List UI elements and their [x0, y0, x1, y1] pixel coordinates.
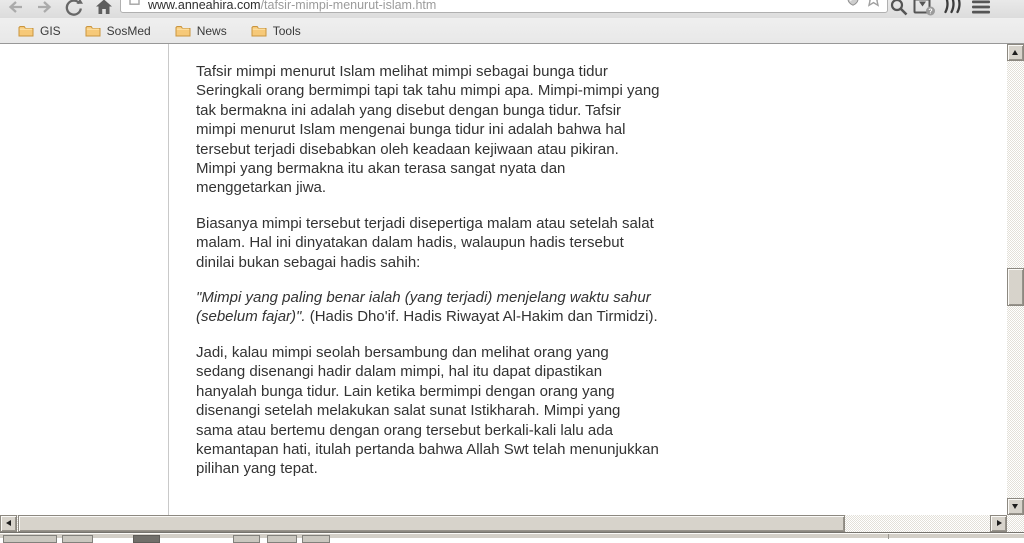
folder-icon — [175, 24, 191, 37]
hadith-source: (Hadis Dho'if. Hadis Riwayat Al-Hakim dan Tirmidzi). — [305, 308, 658, 326]
left-arrow-icon — [6, 520, 11, 526]
quotes-icon[interactable] — [942, 0, 962, 17]
page-icon — [129, 0, 140, 10]
up-arrow-icon — [1012, 50, 1018, 55]
vertical-scrollbar[interactable] — [1007, 44, 1024, 515]
horizontal-scrollbar[interactable] — [0, 515, 1007, 532]
folder-icon — [85, 24, 101, 37]
bookmark-label: SosMed — [106, 23, 151, 38]
horizontal-scroll-thumb[interactable] — [18, 515, 845, 532]
paragraph-4: Jadi, kalau mimpi seolah bersambung dan melihat orang yang sedang disenangi hadir dalam mimpi, hal itu dapat dipastikan hanyalah bunga tidur. Lain ketika bermimpi dengan orang yang disenangi setelah melakukan salat sunat Istikharah. Mimpi yang sama atau bertemu dengan orang tersebut berkali-kali lalu ada kemantapan hati, itulah pertanda bahwa Allah Swt telah menunjukkan pilihan yang tepat. — [196, 343, 659, 478]
taskbar-button[interactable] — [302, 535, 330, 543]
bookmark-folder-news[interactable] — [167, 22, 235, 40]
paragraph-2: Biasanya mimpi tersebut terjadi disepertiga malam atau setelah salat malam. Hal ini dinyatakan dalam hadis, walaupun hadis tersebut dinilai bukan sebagai hadis sahih: — [196, 214, 654, 271]
bookmark-label: GIS — [40, 23, 61, 38]
paragraph-1: Tafsir mimpi menurut Islam melihat mimpi sebagai bunga tidur Seringkali orang bermimpi tapi tak tahu mimpi apa. Mimpi-mimpi yang tak bermakna ini adalah yang disebut dengan bunga tidur. Tafsir mimpi menurut Islam mengenai bunga tidur ini adalah bahwa hal tersebut terjadi disebabkan oleh keadaan kejiwaan atau pikiran. Mimpi yang bermakna itu akan terasa sangat nyata dan menggetarkan jiwa. — [196, 63, 660, 197]
bookmark-folder-sosmed[interactable] — [77, 22, 159, 40]
scroll-up-button[interactable] — [1007, 44, 1024, 61]
scroll-left-button[interactable] — [0, 515, 17, 532]
address-bar[interactable] — [120, 0, 888, 13]
scrollbar-corner — [1007, 515, 1024, 532]
right-arrow-icon — [997, 520, 1002, 526]
browser-toolbar — [0, 0, 1024, 18]
vertical-scroll-thumb[interactable] — [1007, 268, 1024, 306]
scroll-down-button[interactable] — [1007, 498, 1024, 515]
hadith-quote-italic: "Mimpi yang paling benar ialah (yang terjadi) menjelang waktu sahur (sebelum fajar)". — [196, 289, 651, 326]
bookmarks-bar — [0, 18, 1024, 44]
back-icon[interactable] — [5, 0, 25, 17]
taskbar-button-active[interactable] — [133, 535, 160, 543]
bookmark-label: News — [196, 23, 227, 38]
reload-icon[interactable] — [64, 0, 84, 17]
taskbar-button[interactable] — [62, 535, 93, 543]
taskbar-button[interactable] — [233, 535, 260, 543]
folder-icon — [18, 24, 34, 37]
bookmark-folder-gis[interactable] — [10, 22, 69, 40]
search-icon[interactable] — [889, 0, 909, 17]
bookmark-label: Tools — [272, 23, 301, 38]
down-arrow-icon — [1012, 504, 1018, 509]
url-path: /tafsir-mimpi-menurut-islam.htm — [260, 0, 437, 12]
menu-hamburger-icon[interactable] — [970, 0, 994, 17]
scroll-right-button[interactable] — [990, 515, 1007, 532]
svg-text:?: ? — [928, 8, 933, 16]
taskbar-button[interactable] — [3, 535, 57, 543]
paragraph-3 — [196, 288, 661, 327]
url-host: www.anneahira.com — [148, 0, 261, 12]
bookmark-star-icon[interactable] — [865, 0, 882, 12]
taskbar-divider — [888, 534, 889, 539]
url-text — [148, 0, 436, 12]
home-icon[interactable] — [94, 0, 114, 17]
forward-icon[interactable] — [35, 0, 55, 17]
page-viewport — [0, 44, 1007, 515]
folder-icon — [251, 24, 267, 37]
bookmark-folder-tools[interactable] — [243, 22, 309, 40]
taskbar-strip — [0, 532, 1024, 538]
shield-icon[interactable] — [847, 0, 859, 11]
taskbar-button[interactable] — [267, 535, 297, 543]
article-text — [196, 62, 661, 495]
save-page-icon[interactable] — [913, 0, 937, 17]
content-left-divider — [168, 44, 169, 515]
